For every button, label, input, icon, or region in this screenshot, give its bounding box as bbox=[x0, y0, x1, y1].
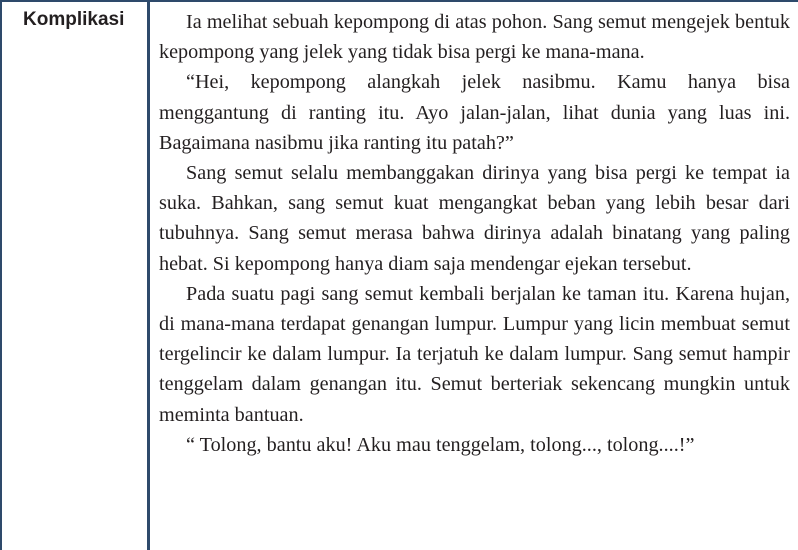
paragraph-1: Ia melihat sebuah kepompong di atas pohon. Sang semut mengejek bentuk kepompong yang jelek yang tidak bisa pergi ke mana-mana. bbox=[159, 11, 790, 64]
paragraph-3: Sang semut selalu membanggakan dirinya yang bisa pergi ke tempat ia suka. Bahkan, sang semut kuat mengangkat beban yang lebih besar dari tubuhnya. Sang semut merasa bahwa dirinya adalah binatang yang paling hebat. Si kepompong hanya diam saja mendengar ejekan tersebut. bbox=[159, 162, 790, 275]
label-cell bbox=[0, 2, 150, 550]
content-cell bbox=[150, 2, 798, 550]
paragraph-2: “Hei, kepompong alangkah jelek nasibmu. Kamu hanya bisa menggantung di ranting itu. Ayo jalan-jalan, lihat dunia yang luas ini. Bagaimana nasibmu jika ranting itu patah?” bbox=[159, 71, 790, 154]
paragraph-4: Pada suatu pagi sang semut kembali berjalan ke taman itu. Karena hujan, di mana-mana terdapat genangan lumpur. Lumpur yang licin membuat semut tergelincir ke dalam lumpur. Ia terjatuh ke dalam lumpur. Sang semut hampir tenggelam dalam genangan itu. Semut berteriak sekencang mungkin untuk meminta bantuan. bbox=[159, 282, 790, 426]
paragraph-5: “ Tolong, bantu aku! Aku mau tenggelam, tolong..., tolong....!” bbox=[186, 433, 695, 456]
section-label: Komplikasi bbox=[23, 9, 125, 30]
